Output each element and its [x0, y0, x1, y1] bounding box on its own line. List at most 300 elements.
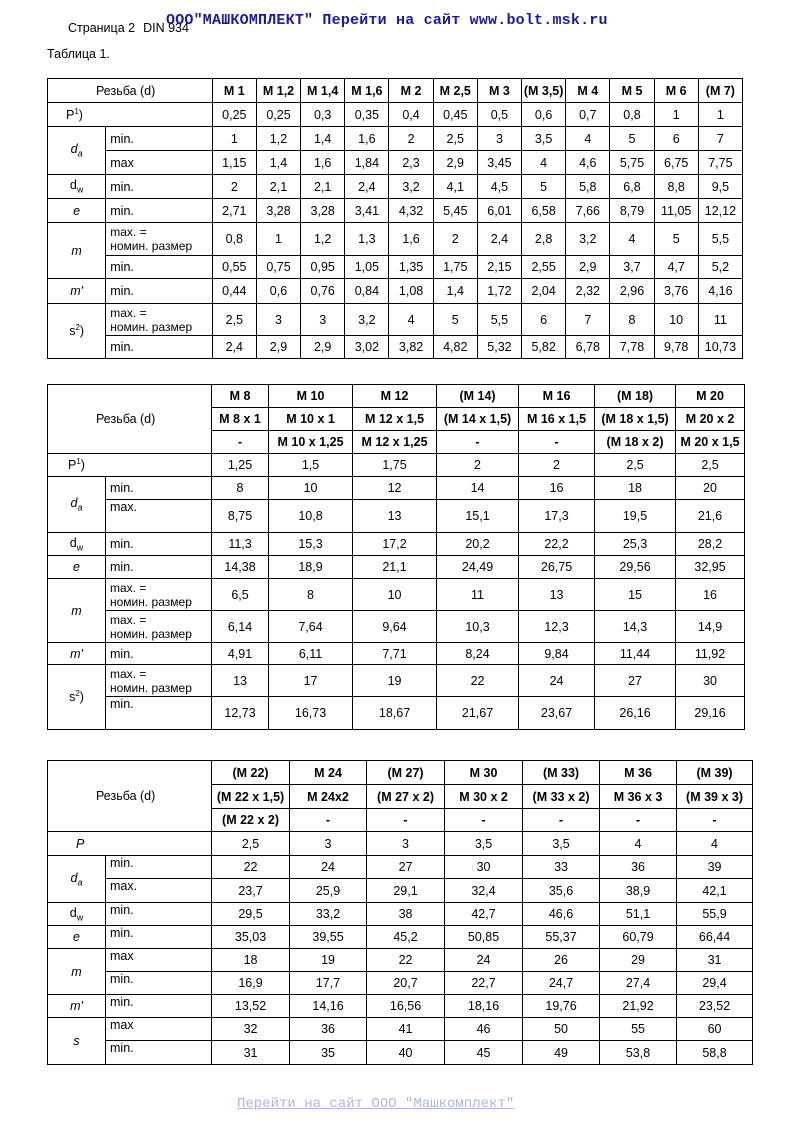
param-symbol-base: d [70, 496, 78, 511]
value-cell: 7,71 [353, 643, 437, 665]
value-cell: 32,95 [676, 556, 745, 579]
value-cell: 5,8 [566, 175, 610, 199]
param-symbol-base: s [69, 690, 76, 705]
value-cell: 42,7 [445, 903, 523, 926]
header-row [48, 761, 753, 785]
value-cell: 3,2 [389, 175, 433, 199]
thread-size-cell: (M 39) [677, 761, 753, 785]
value-cell: 14,3 [595, 611, 676, 643]
value-cell: 10,73 [698, 336, 742, 359]
value-cell: 4,91 [212, 643, 269, 665]
value-cell: 42,1 [677, 879, 753, 903]
header-row [48, 385, 745, 408]
thread-size-cell: M 30 x 2 [445, 785, 523, 809]
value-cell: 1,4 [433, 279, 477, 304]
value-cell: 4,32 [389, 199, 433, 223]
thread-size-cell: (M 14 x 1,5) [437, 408, 519, 431]
value-cell: 0,25 [256, 103, 300, 127]
param-symbol-subscript: a [77, 502, 83, 513]
thread-size-cell: (M 22 x 2) [212, 809, 290, 832]
value-cell: 1,84 [345, 151, 389, 175]
value-cell: 14,38 [212, 556, 269, 579]
value-cell: 23,7 [212, 879, 290, 903]
value-cell: 50,85 [445, 926, 523, 949]
value-cell: 3,5 [445, 832, 523, 856]
value-cell: 5,5 [477, 304, 521, 336]
value-cell: 39,55 [290, 926, 367, 949]
value-cell: 2,4 [212, 336, 256, 359]
value-cell: 1,75 [353, 454, 437, 477]
value-cell: 3 [301, 304, 345, 336]
value-cell: 32,4 [445, 879, 523, 903]
value-cell: 2,5 [595, 454, 676, 477]
param-symbol [48, 926, 106, 949]
value-cell: 8,8 [654, 175, 698, 199]
value-cell: 6,11 [269, 643, 353, 665]
value-cell: 29,5 [212, 903, 290, 926]
param-label [106, 579, 212, 611]
thread-size-cell: - [290, 809, 367, 832]
value-cell: 21,1 [353, 556, 437, 579]
value-cell: 18 [212, 949, 290, 972]
value-cell: 3,82 [389, 336, 433, 359]
value-cell: 45,2 [367, 926, 445, 949]
value-cell: 1,75 [433, 256, 477, 279]
param-symbol-base: m [71, 964, 82, 979]
param-label: min. [106, 279, 212, 304]
thread-size-cell: M 1,6 [345, 79, 389, 103]
value-cell: 31 [212, 1041, 290, 1065]
value-cell: 3,41 [345, 199, 389, 223]
data-row [48, 856, 753, 879]
value-cell: 8,24 [437, 643, 519, 665]
param-symbol [48, 556, 106, 579]
value-cell: 2,55 [522, 256, 566, 279]
value-cell: 2,1 [301, 175, 345, 199]
param-symbol [48, 995, 106, 1018]
param-label: min. [106, 972, 212, 995]
value-cell: 2,5 [433, 127, 477, 151]
param-label: min. [106, 127, 212, 151]
value-cell: 4 [610, 223, 654, 256]
thread-size-cell: M 12 x 1,5 [353, 408, 437, 431]
value-cell: 21,92 [600, 995, 677, 1018]
param-symbol-base: m' [70, 999, 83, 1013]
param-label [106, 611, 212, 643]
value-cell: 26,16 [595, 697, 676, 730]
value-cell: 19 [353, 665, 437, 697]
param-label-line1: max. = [110, 305, 147, 320]
param-symbol-base: P [68, 458, 77, 473]
value-cell: 1 [256, 223, 300, 256]
value-cell: 26,75 [519, 556, 595, 579]
thread-size-cell: M 20 [676, 385, 745, 408]
param-symbol-base: e [73, 930, 80, 944]
param-label-line2: номин. размер [110, 680, 192, 695]
value-cell: 13 [353, 500, 437, 533]
param-symbol [48, 665, 106, 730]
thread-header: Резьба (d) [48, 385, 212, 454]
data-row [48, 454, 745, 477]
value-cell: 6 [522, 304, 566, 336]
value-cell: 1,3 [345, 223, 389, 256]
thread-size-cell: - [367, 809, 445, 832]
thread-size-cell: M 10 x 1,25 [269, 431, 353, 454]
value-cell: 41 [367, 1018, 445, 1041]
value-cell: 35,03 [212, 926, 290, 949]
value-cell: 27 [367, 856, 445, 879]
value-cell: 15 [595, 579, 676, 611]
value-cell: 11 [698, 304, 742, 336]
header-row [48, 79, 743, 103]
value-cell: 58,8 [677, 1041, 753, 1065]
value-cell: 14 [437, 477, 519, 500]
param-symbol [48, 949, 106, 995]
param-symbol-suffix: ) [79, 324, 85, 339]
value-cell: 8,75 [212, 500, 269, 533]
value-cell: 21,6 [676, 500, 745, 533]
value-cell: 3,28 [301, 199, 345, 223]
value-cell: 6 [654, 127, 698, 151]
thread-size-cell: (M 33 x 2) [523, 785, 600, 809]
value-cell: 2,5 [212, 304, 256, 336]
value-cell: 16,9 [212, 972, 290, 995]
standard-name: DIN 934 [143, 21, 189, 35]
value-cell: 2,9 [301, 336, 345, 359]
thread-size-cell: (M 14) [437, 385, 519, 408]
param-symbol-subscript: a [77, 877, 83, 888]
value-cell: 3 [367, 832, 445, 856]
value-cell: 24 [519, 665, 595, 697]
value-cell: 30 [676, 665, 745, 697]
value-cell: 5 [433, 304, 477, 336]
value-cell: 60,79 [600, 926, 677, 949]
value-cell: 0,8 [212, 223, 256, 256]
data-row [48, 175, 743, 199]
value-cell: 17,3 [519, 500, 595, 533]
data-row [48, 304, 743, 336]
value-cell: 6,58 [522, 199, 566, 223]
value-cell: 50 [523, 1018, 600, 1041]
value-cell: 11,3 [212, 533, 269, 556]
value-cell: 25,9 [290, 879, 367, 903]
param-label: min. [106, 477, 212, 500]
value-cell: 7,75 [698, 151, 742, 175]
param-symbol-base: s [73, 1034, 80, 1048]
data-row [48, 926, 753, 949]
value-cell: 3,02 [345, 336, 389, 359]
param-symbol-superscript: 1 [76, 457, 81, 467]
value-cell: 16 [519, 477, 595, 500]
param-label: max. [106, 500, 212, 533]
value-cell: 2,5 [676, 454, 745, 477]
param-label: min. [106, 199, 212, 223]
value-cell: 22 [212, 856, 290, 879]
data-row [48, 832, 753, 856]
value-cell: 1,35 [389, 256, 433, 279]
value-cell: 16 [676, 579, 745, 611]
value-cell: 9,78 [654, 336, 698, 359]
value-cell: 0,55 [212, 256, 256, 279]
data-row [48, 611, 745, 643]
thread-size-cell: M 10 x 1 [269, 408, 353, 431]
value-cell: 0,8 [610, 103, 654, 127]
value-cell: 1,5 [269, 454, 353, 477]
value-cell: 1,6 [389, 223, 433, 256]
value-cell: 2 [433, 223, 477, 256]
value-cell: 25,3 [595, 533, 676, 556]
value-cell: 2 [212, 175, 256, 199]
thread-size-cell: M 8 x 1 [212, 408, 269, 431]
thread-size-cell: - [523, 809, 600, 832]
param-label: min. [106, 995, 212, 1018]
value-cell: 13 [212, 665, 269, 697]
param-symbol-base: d [69, 905, 77, 920]
thread-size-cell: (M 39 x 3) [677, 785, 753, 809]
thread-size-cell: - [437, 431, 519, 454]
value-cell: 2,32 [566, 279, 610, 304]
value-cell: 30 [445, 856, 523, 879]
value-cell: 0,5 [477, 103, 521, 127]
value-cell: 10 [654, 304, 698, 336]
dimensions-table-3 [47, 760, 753, 1065]
value-cell: 6,01 [477, 199, 521, 223]
value-cell: 1,05 [345, 256, 389, 279]
value-cell: 38,9 [600, 879, 677, 903]
value-cell: 35,6 [523, 879, 600, 903]
value-cell: 32 [212, 1018, 290, 1041]
value-cell: 6,14 [212, 611, 269, 643]
site-link-top[interactable]: ООО"МАШКОМПЛЕКТ" Перейти на сайт www.bolt.msk.ru [166, 12, 608, 29]
value-cell: 0,3 [301, 103, 345, 127]
param-label-line2: номин. размер [110, 239, 193, 253]
value-cell: 8 [269, 579, 353, 611]
value-cell: 27,4 [600, 972, 677, 995]
value-cell: 5,45 [433, 199, 477, 223]
value-cell: 19,76 [523, 995, 600, 1018]
value-cell: 0,6 [522, 103, 566, 127]
site-link-bottom[interactable]: Перейти на сайт ООО "Машкомплект" [237, 1096, 515, 1112]
param-label-line2: номин. размер [110, 626, 192, 641]
value-cell: 2,9 [566, 256, 610, 279]
value-cell: 2,3 [389, 151, 433, 175]
table-caption: Таблица 1. [47, 47, 110, 61]
thread-size-cell: - [445, 809, 523, 832]
value-cell: 6,75 [654, 151, 698, 175]
value-cell: 29,56 [595, 556, 676, 579]
param-symbol-subscript: w [76, 184, 84, 195]
value-cell: 5,2 [698, 256, 742, 279]
thread-size-cell: (M 7) [698, 79, 742, 103]
value-cell: 45 [445, 1041, 523, 1065]
value-cell: 4 [522, 151, 566, 175]
value-cell: 36 [600, 856, 677, 879]
param-symbol [48, 643, 106, 665]
param-label: min. [106, 697, 212, 730]
value-cell: 19 [290, 949, 367, 972]
param-label: max [106, 1018, 212, 1041]
value-cell: 12,3 [519, 611, 595, 643]
value-cell: 12,73 [212, 697, 269, 730]
thread-size-cell: M 20 x 2 [676, 408, 745, 431]
param-symbol-subscript: a [77, 148, 83, 159]
value-cell: 15,3 [269, 533, 353, 556]
value-cell: 4 [600, 832, 677, 856]
param-symbol [48, 223, 106, 279]
thread-size-cell: M 2 [389, 79, 433, 103]
value-cell: 10,8 [269, 500, 353, 533]
value-cell: 33,2 [290, 903, 367, 926]
thread-size-cell: M 1 [212, 79, 256, 103]
thread-size-cell: - [677, 809, 753, 832]
value-cell: 36 [290, 1018, 367, 1041]
param-symbol-base: d [70, 142, 78, 157]
param-symbol-base: d [69, 535, 77, 550]
value-cell: 28,2 [676, 533, 745, 556]
value-cell: 4,1 [433, 175, 477, 199]
value-cell: 1,6 [301, 151, 345, 175]
value-cell: 12 [353, 477, 437, 500]
thread-size-cell: M 20 x 1,5 [676, 431, 745, 454]
value-cell: 3,45 [477, 151, 521, 175]
thread-size-cell: M 5 [610, 79, 654, 103]
data-row [48, 556, 745, 579]
value-cell: 66,44 [677, 926, 753, 949]
value-cell: 18 [595, 477, 676, 500]
thread-size-cell: M 36 x 3 [600, 785, 677, 809]
value-cell: 3,5 [522, 127, 566, 151]
param-symbol-base: d [70, 870, 78, 885]
value-cell: 49 [523, 1041, 600, 1065]
value-cell: 33 [523, 856, 600, 879]
param-symbol [48, 832, 212, 856]
param-symbol [48, 579, 106, 643]
data-row [48, 879, 753, 903]
value-cell: 5 [610, 127, 654, 151]
param-symbol [48, 199, 106, 223]
value-cell: 20 [676, 477, 745, 500]
param-symbol [48, 856, 106, 903]
thread-size-cell: M 3 [477, 79, 521, 103]
data-row [48, 1041, 753, 1065]
value-cell: 10,3 [437, 611, 519, 643]
value-cell: 29,16 [676, 697, 745, 730]
value-cell: 2 [437, 454, 519, 477]
value-cell: 26 [523, 949, 600, 972]
thread-size-cell: (M 22) [212, 761, 290, 785]
value-cell: 46 [445, 1018, 523, 1041]
data-row [48, 579, 745, 611]
value-cell: 24,49 [437, 556, 519, 579]
data-row [48, 279, 743, 304]
param-symbol [48, 279, 106, 304]
param-label: min. [106, 926, 212, 949]
thread-size-cell: M 8 [212, 385, 269, 408]
param-symbol-base: e [73, 560, 80, 574]
param-label-line1: max. = [110, 666, 147, 681]
thread-size-cell: M 12 x 1,25 [353, 431, 437, 454]
thread-size-cell: (M 27 x 2) [367, 785, 445, 809]
value-cell: 2 [519, 454, 595, 477]
value-cell: 12,12 [698, 199, 742, 223]
value-cell: 7 [698, 127, 742, 151]
thread-size-cell: M 6 [654, 79, 698, 103]
value-cell: 2,5 [212, 832, 290, 856]
thread-size-cell: (M 27) [367, 761, 445, 785]
data-row [48, 995, 753, 1018]
param-label-line2: номин. размер [110, 319, 193, 334]
param-symbol-superscript: 2 [75, 689, 80, 699]
value-cell: 46,6 [523, 903, 600, 926]
value-cell: 2,8 [522, 223, 566, 256]
value-cell: 0,7 [566, 103, 610, 127]
data-row [48, 151, 743, 175]
value-cell: 9,5 [698, 175, 742, 199]
param-symbol [48, 903, 106, 926]
thread-size-cell: (M 18 x 2) [595, 431, 676, 454]
value-cell: 0,25 [212, 103, 256, 127]
thread-header: Резьба (d) [48, 79, 213, 103]
param-symbol [48, 454, 212, 477]
value-cell: 6,78 [566, 336, 610, 359]
value-cell: 4,82 [433, 336, 477, 359]
param-symbol-base: d [69, 178, 77, 193]
value-cell: 51,1 [600, 903, 677, 926]
data-row [48, 1018, 753, 1041]
value-cell: 1,4 [256, 151, 300, 175]
value-cell: 2,4 [345, 175, 389, 199]
value-cell: 4 [389, 304, 433, 336]
param-symbol-subscript: w [76, 542, 84, 553]
data-row [48, 665, 745, 697]
value-cell: 4,16 [698, 279, 742, 304]
data-row [48, 500, 745, 533]
value-cell: 40 [367, 1041, 445, 1065]
data-row [48, 533, 745, 556]
param-symbol-suffix: ) [79, 690, 84, 705]
value-cell: 1,4 [301, 127, 345, 151]
value-cell: 0,35 [345, 103, 389, 127]
thread-size-cell: M 12 [353, 385, 437, 408]
thread-size-cell: (M 18 x 1,5) [595, 408, 676, 431]
param-label: min. [106, 1041, 212, 1065]
param-label: min. [106, 533, 212, 556]
value-cell: 0,75 [256, 256, 300, 279]
value-cell: 24 [290, 856, 367, 879]
value-cell: 14,16 [290, 995, 367, 1018]
value-cell: 14,9 [676, 611, 745, 643]
thread-size-cell: - [600, 809, 677, 832]
thread-size-cell: M 30 [445, 761, 523, 785]
value-cell: 29 [600, 949, 677, 972]
thread-size-cell: M 36 [600, 761, 677, 785]
param-symbol-suffix: ) [80, 458, 85, 473]
value-cell: 11,05 [654, 199, 698, 223]
value-cell: 9,84 [519, 643, 595, 665]
value-cell: 1 [698, 103, 742, 127]
param-label [106, 665, 212, 697]
param-symbol-base: P [66, 108, 75, 123]
value-cell: 0,45 [433, 103, 477, 127]
param-label: min. [106, 336, 212, 359]
value-cell: 15,1 [437, 500, 519, 533]
value-cell: 5,32 [477, 336, 521, 359]
thread-size-cell: M 24x2 [290, 785, 367, 809]
value-cell: 2,4 [477, 223, 521, 256]
param-symbol-base: m' [70, 284, 84, 298]
value-cell: 17,7 [290, 972, 367, 995]
value-cell: 7,64 [269, 611, 353, 643]
